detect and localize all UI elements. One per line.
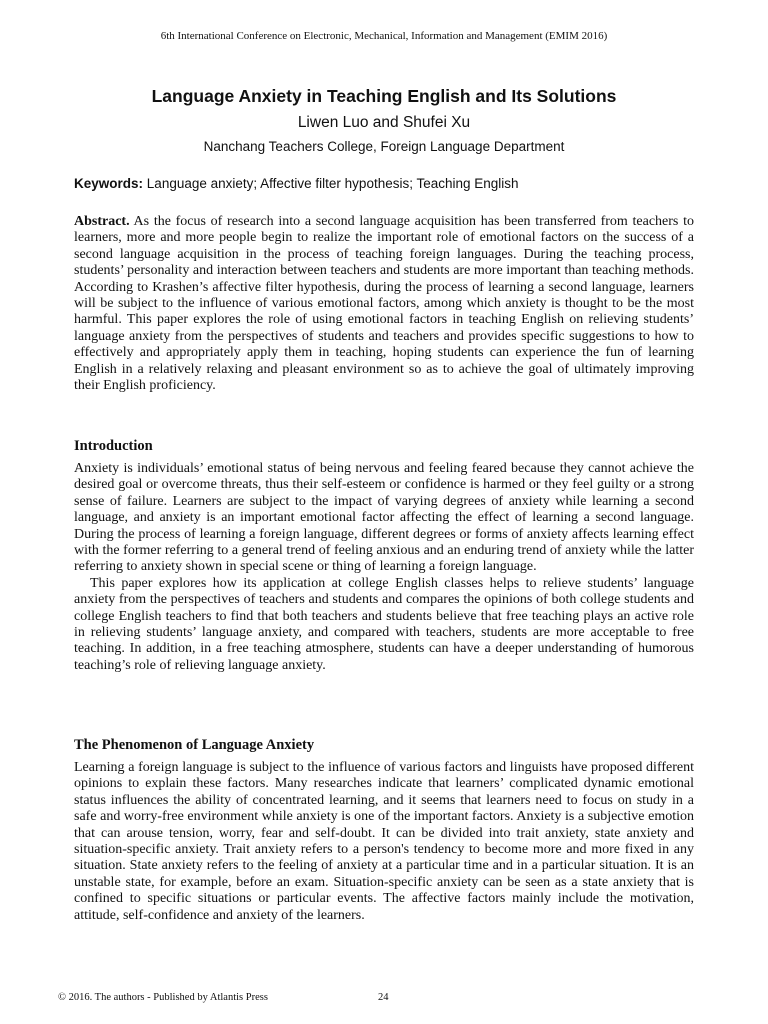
abstract-text: As the focus of research into a second language acquisition has been transferred from teachers to learners, more and more people begin to realize the important role of emotional factors on the success of a second language acquisition in the process of teaching foreign languages. During the teaching process, students’ personality and interaction between teachers and students are more important than teaching methods. According to Krashen’s affective filter hypothesis, during the process of learning a second language, learners will be subject to the influence of various emotional factors, among which anxiety is thought to be the most harmful. This paper explores the role of using emotional factors in teaching English on relieving students’ language anxiety from the perspectives of students and teachers and provides specific suggestions to how to effectively and appropriately apply them in teaching, hoping students can experience the fun of learning English in a relatively relaxing and pleasant environment so as to achieve the goal of ultimately improving their English proficiency. [74, 214, 694, 394]
introduction-paragraph-2: This paper explores how its application at college English classes helps to relieve students’ language anxiety from the perspectives of teachers and students and compares the opinions of both college students and college English teachers to find that both teachers and students believe that free teaching plays an active role in relieving students’ language anxiety, and compared with teachers, students are more acceptable to free teaching. In addition, in a free teaching atmosphere, students can have a deeper understanding of humorous teaching’s role of relieving language anxiety. [74, 575, 694, 673]
introduction-body [74, 461, 694, 674]
abstract-label: Abstract. [74, 214, 130, 229]
keywords-text: Language anxiety; Affective filter hypothesis; Teaching English [146, 176, 519, 191]
footer-page-number: 24 [378, 992, 389, 1003]
abstract-block [74, 214, 694, 394]
paper-authors: Liwen Luo and Shufei Xu [297, 114, 471, 131]
keywords-line [74, 176, 694, 191]
footer-copyright: © 2016. The authors - Published by Atlantis Press [58, 992, 268, 1003]
phenomenon-heading: The Phenomenon of Language Anxiety [74, 737, 315, 753]
conference-header: 6th International Conference on Electronic, Mechanical, Information and Management (EMIM 2016) [160, 30, 608, 42]
phenomenon-paragraph-1: Learning a foreign language is subject to the influence of various factors and linguists have proposed different opinions to explain these factors. Many researches indicate that learners’ complicated dynamic emotional status influences the ability of concentrated learning, and it seems that learners need to focus on study in a safe and worry-free environment while anxiety is one of the important factors. Anxiety is a subjective emotion that can arouse tension, worry, fear and self-doubt. It can be divided into trait anxiety, state anxiety and situation-specific anxiety. Trait anxiety refers to a person's tendency to become more and more fixed in any situation. State anxiety refers to the feeling of anxiety at a particular time and in a particular situation. It is an unstable state, for example, before an exam. Situation-specific anxiety can be seen as a state anxiety that is confined to specific situations or particular events. The affective factors mainly include the motivation, attitude, self-confidence and anxiety of the learners. [74, 760, 694, 923]
introduction-paragraph-1: Anxiety is individuals’ emotional status of being nervous and feeling feared because they cannot achieve the desired goal or overcome threats, thus their self-esteem or confidence is harmed or they feel guilty or a strong sense of failure. Learners are subject to the impact of varying degrees of anxiety while learning a second language, and anxiety is an important emotional factor affecting the effect of learning a second language. During the process of learning a foreign language, different degrees or forms of anxiety affects learning effect with the former referring to a general trend of feeling anxious and an enduring trend of anxiety while the latter referring to anxiety shown in special scene or thing of learning a foreign language. [74, 461, 694, 575]
keywords-label: Keywords: [74, 176, 144, 191]
phenomenon-body [74, 760, 694, 924]
introduction-heading: Introduction [74, 438, 153, 454]
paper-title: Language Anxiety in Teaching English and Its Solutions [151, 86, 617, 106]
paper-affiliation: Nanchang Teachers College, Foreign Language Department [203, 139, 565, 154]
